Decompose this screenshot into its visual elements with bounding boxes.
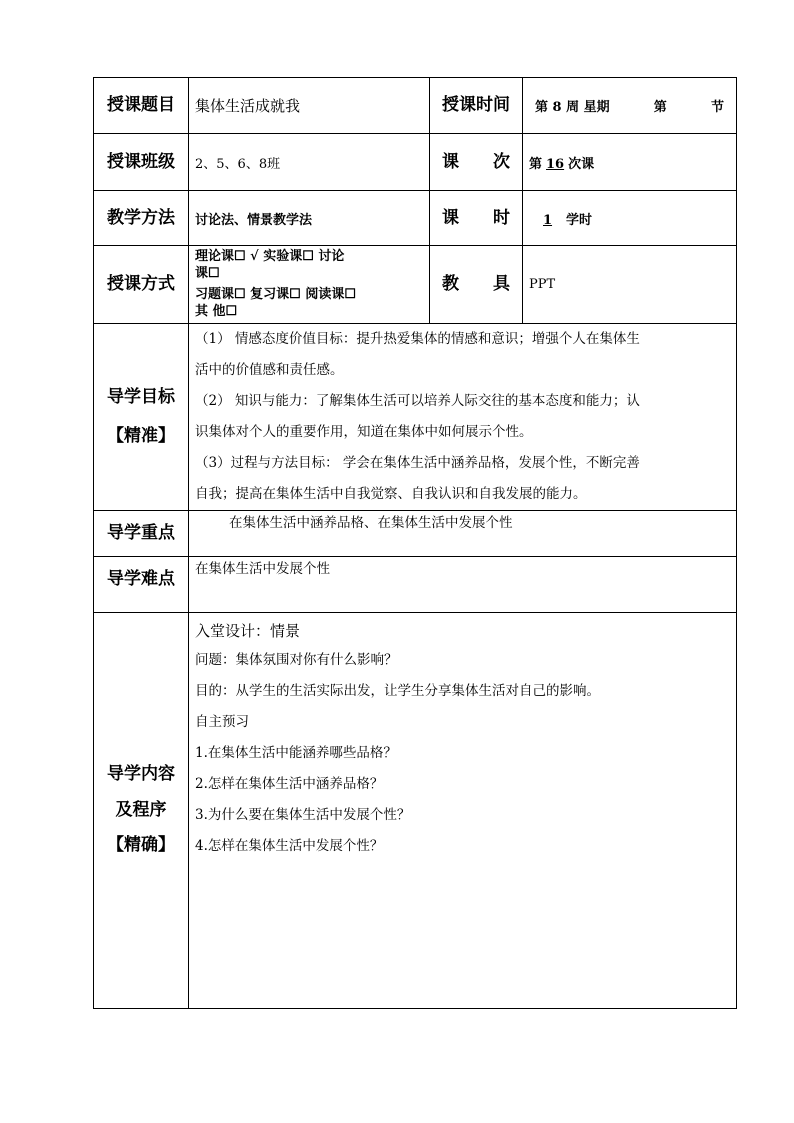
count-prefix: 第 <box>529 156 543 172</box>
method-row <box>94 191 737 246</box>
time-label: 授课时间 <box>430 78 523 134</box>
mode-line-2: 课☐ <box>195 266 220 281</box>
hours-label-a: 课 <box>442 207 459 228</box>
tools-label-b: 具 <box>493 274 510 295</box>
procedure-content <box>189 613 737 1009</box>
hours-label <box>430 191 523 246</box>
hours-suffix: 学时 <box>566 212 593 228</box>
procedure-label-line3: 【精确】 <box>107 835 175 856</box>
procedure-line: 1.在集体生活中能涵养哪些品格？ <box>195 745 397 761</box>
key-point-value: 在集体生活中涵养品格、在集体生活中发展个性 <box>189 511 737 557</box>
procedure-line: 目的：从学生的生活实际出发，让学生分享集体生活对自己的影响。 <box>195 683 600 699</box>
procedure-row <box>94 613 737 1009</box>
hours-label-b: 时 <box>493 207 510 228</box>
difficulty-row <box>94 557 737 613</box>
hours-number: 1 <box>543 212 553 228</box>
objective-line: 活中的价值感和责任感。 <box>195 362 344 378</box>
count-value <box>523 134 737 191</box>
objectives-label-line1: 导学目标 <box>107 387 175 408</box>
objectives-content <box>189 324 737 511</box>
objective-line: （1） 情感态度价值目标：提升热爱集体的情感和意识；增强个人在集体生 <box>195 331 640 347</box>
tools-label <box>430 246 523 324</box>
procedure-label-line2: 及程序 <box>115 799 167 820</box>
objective-line: 识集体对个人的重要作用，知道在集体中如何展示个性。 <box>195 424 533 440</box>
topic-label: 授课题目 <box>94 78 189 134</box>
count-label-b: 次 <box>493 151 510 172</box>
tools-value: PPT <box>523 246 737 324</box>
objectives-row <box>94 324 737 511</box>
objective-line: （2） 知识与能力：了解集体生活可以培养人际交往的基本态度和能力；认 <box>195 393 640 409</box>
class-value: 2、5、6、8班 <box>189 134 430 191</box>
key-point-row <box>94 511 737 557</box>
mode-line-1: 理论课☐ √ 实验课☐ 讨论 <box>195 249 345 264</box>
count-label <box>430 134 523 191</box>
time-week: 第 8 周 星期 <box>535 100 610 115</box>
mode-row <box>94 246 737 324</box>
objective-line: （3）过程与方法目标： 学会在集体生活中涵养品格，发展个性，不断完善 <box>195 455 640 471</box>
time-di: 第 <box>653 100 667 115</box>
count-suffix: 次课 <box>568 156 595 172</box>
objectives-label-line2: 【精准】 <box>107 426 175 446</box>
tools-label-a: 教 <box>442 274 459 295</box>
time-value <box>523 78 737 134</box>
procedure-label-line1: 导学内容 <box>107 763 175 784</box>
topic-value: 集体生活成就我 <box>189 78 430 134</box>
class-row <box>94 134 737 191</box>
method-value: 讨论法、情景教学法 <box>189 191 430 246</box>
mode-label: 授课方式 <box>94 246 189 324</box>
procedure-line: 自主预习 <box>195 714 249 730</box>
class-label: 授课班级 <box>94 134 189 191</box>
key-point-label: 导学重点 <box>94 511 189 557</box>
procedure-intro: 入堂设计：情景 <box>195 622 301 640</box>
count-label-a: 课 <box>442 151 459 172</box>
method-label: 教学方法 <box>94 191 189 246</box>
procedure-line: 3.为什么要在集体生活中发展个性？ <box>195 807 411 823</box>
lesson-plan-table <box>93 77 737 1009</box>
count-number: 16 <box>546 156 565 172</box>
mode-line-4: 其 他☐ <box>195 304 238 319</box>
procedure-label <box>94 613 189 1009</box>
procedure-line: 问题：集体氛围对你有什么影响？ <box>195 652 398 668</box>
time-jie: 节 <box>710 100 724 115</box>
difficulty-value: 在集体生活中发展个性 <box>189 557 737 613</box>
mode-options <box>189 246 430 324</box>
objective-line: 自我；提高在集体生活中自我觉察、自我认识和自我发展的能力。 <box>195 486 587 502</box>
objectives-label <box>94 324 189 511</box>
procedure-line: 2.怎样在集体生活中涵养品格？ <box>195 776 384 792</box>
difficulty-label: 导学难点 <box>94 557 189 613</box>
hours-value <box>523 191 737 246</box>
procedure-line: 4.怎样在集体生活中发展个性？ <box>195 838 384 854</box>
mode-line-3: 习题课☐ 复习课☐ 阅读课☐ <box>195 287 357 302</box>
topic-row <box>94 78 737 134</box>
